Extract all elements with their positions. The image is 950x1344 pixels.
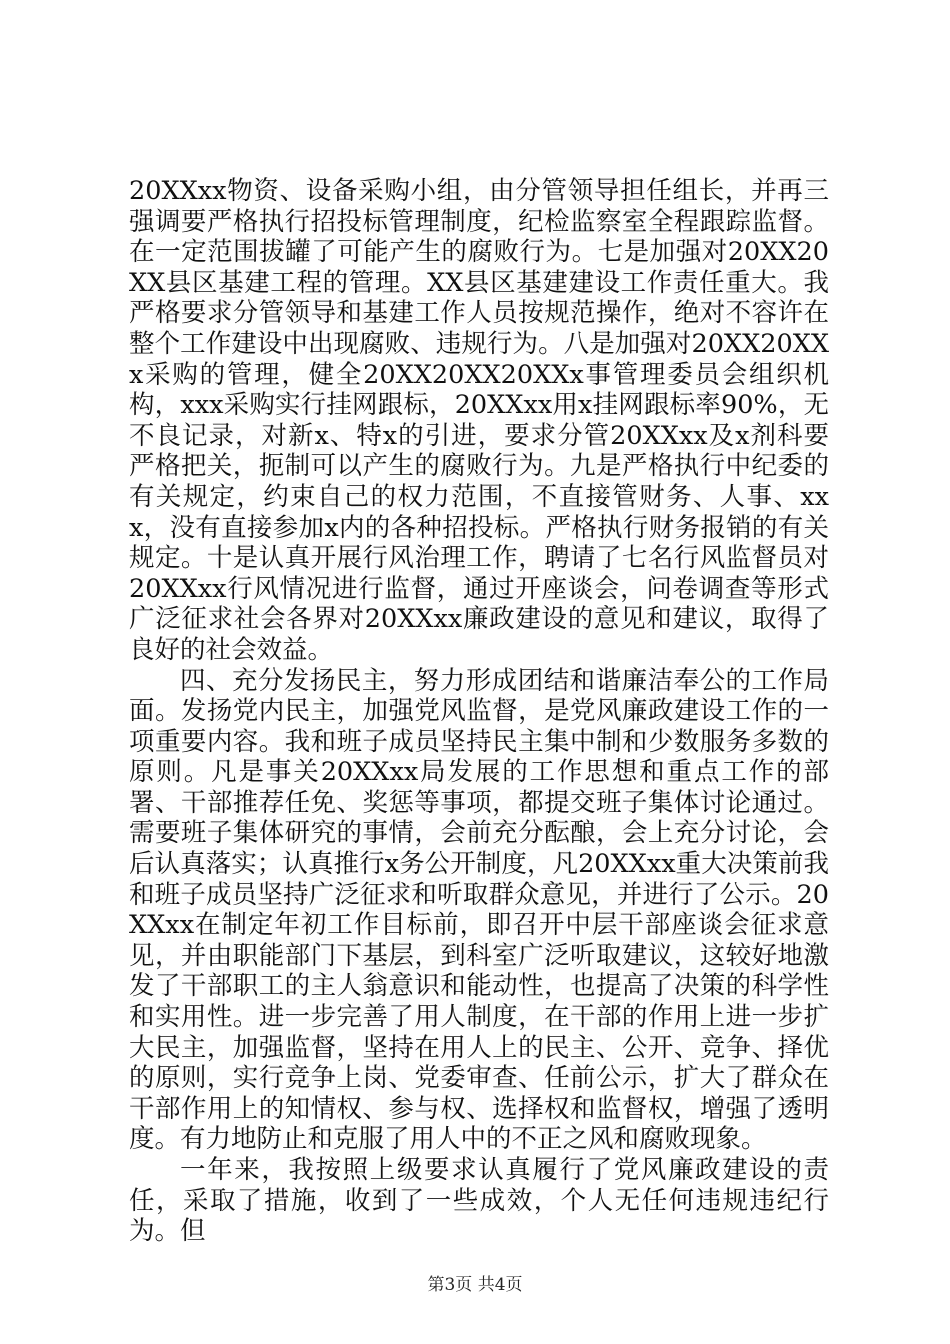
document-body — [129, 176, 829, 1247]
paragraph-continued: 20XXxx物资、设备采购小组，由分管领导担任组长，并再三强调要严格执行招投标管理制度，纪检监察室全程跟踪监督。在一定范围拔罐了可能产生的腐败行为。七是加强对20XX20XX县区基建工程的管理。XX县区基建建设工作责任重大。我严格要求分管领导和基建工作人员按规范操作，绝对不容许在整个工作建设中出现腐败、违规行为。八是加强对20XX20XXx采购的管理，健全20XX20XX20XXx事管理委员会组织机构，xxx采购实行挂网跟标，20XXxx用x挂网跟标率90%，无不良记录，对新x、特x的引进，要求分管20XXxx及x剂科要严格把关，扼制可以产生的腐败行为。九是严格执行中纪委的有关规定，约束自己的权力范围，不直接管财务、人事、xxx，没有直接参加x内的各种招投标。严格执行财务报销的有关规定。十是认真开展行风治理工作，聘请了七名行风监督员对20XXxx行风情况进行监督，通过开座谈会，问卷调查等形式广泛征求社会各界对20XXxx廉政建设的意见和建议，取得了良好的社会效益。 — [129, 176, 829, 665]
paragraph-section-four: 四、充分发扬民主，努力形成团结和谐廉洁奉公的工作局面。发扬党内民主，加强党风监督，是党风廉政建设工作的一项重要内容。我和班子成员坚持民主集中制和少数服务多数的原则。凡是事关20XXxx局发展的工作思想和重点工作的部署、干部推荐任免、奖惩等事项，都提交班子集体讨论通过。需要班子集体研究的事情，会前充分酝酿，会上充分讨论，会后认真落实；认真推行x务公开制度，凡20XXxx重大决策前我和班子成员坚持广泛征求和听取群众意见，并进行了公示。20XXxx在制定年初工作目标前，即召开中层干部座谈会征求意见，并由职能部门下基层，到科室广泛听取建议，这较好地激发了干部职工的主人翁意识和能动性，也提高了决策的科学性和实用性。进一步完善了用人制度，在干部的作用上进一步扩大民主，加强监督，坚持在用人上的民主、公开、竞争、择优的原则，实行竞争上岗、党委审查、任前公示，扩大了群众在干部作用上的知情权、参与权、选择权和监督权，增强了透明度。有力地防止和克服了用人中的不正之风和腐败现象。 — [129, 665, 829, 1155]
page-footer — [0, 1270, 950, 1295]
paragraph-summary: 一年来，我按照上级要求认真履行了党风廉政建设的责任，采取了措施，收到了一些成效，个人无任何违规违纪行为。但 — [129, 1155, 829, 1247]
page-number-label: 第3页 共4页 — [427, 1275, 523, 1295]
